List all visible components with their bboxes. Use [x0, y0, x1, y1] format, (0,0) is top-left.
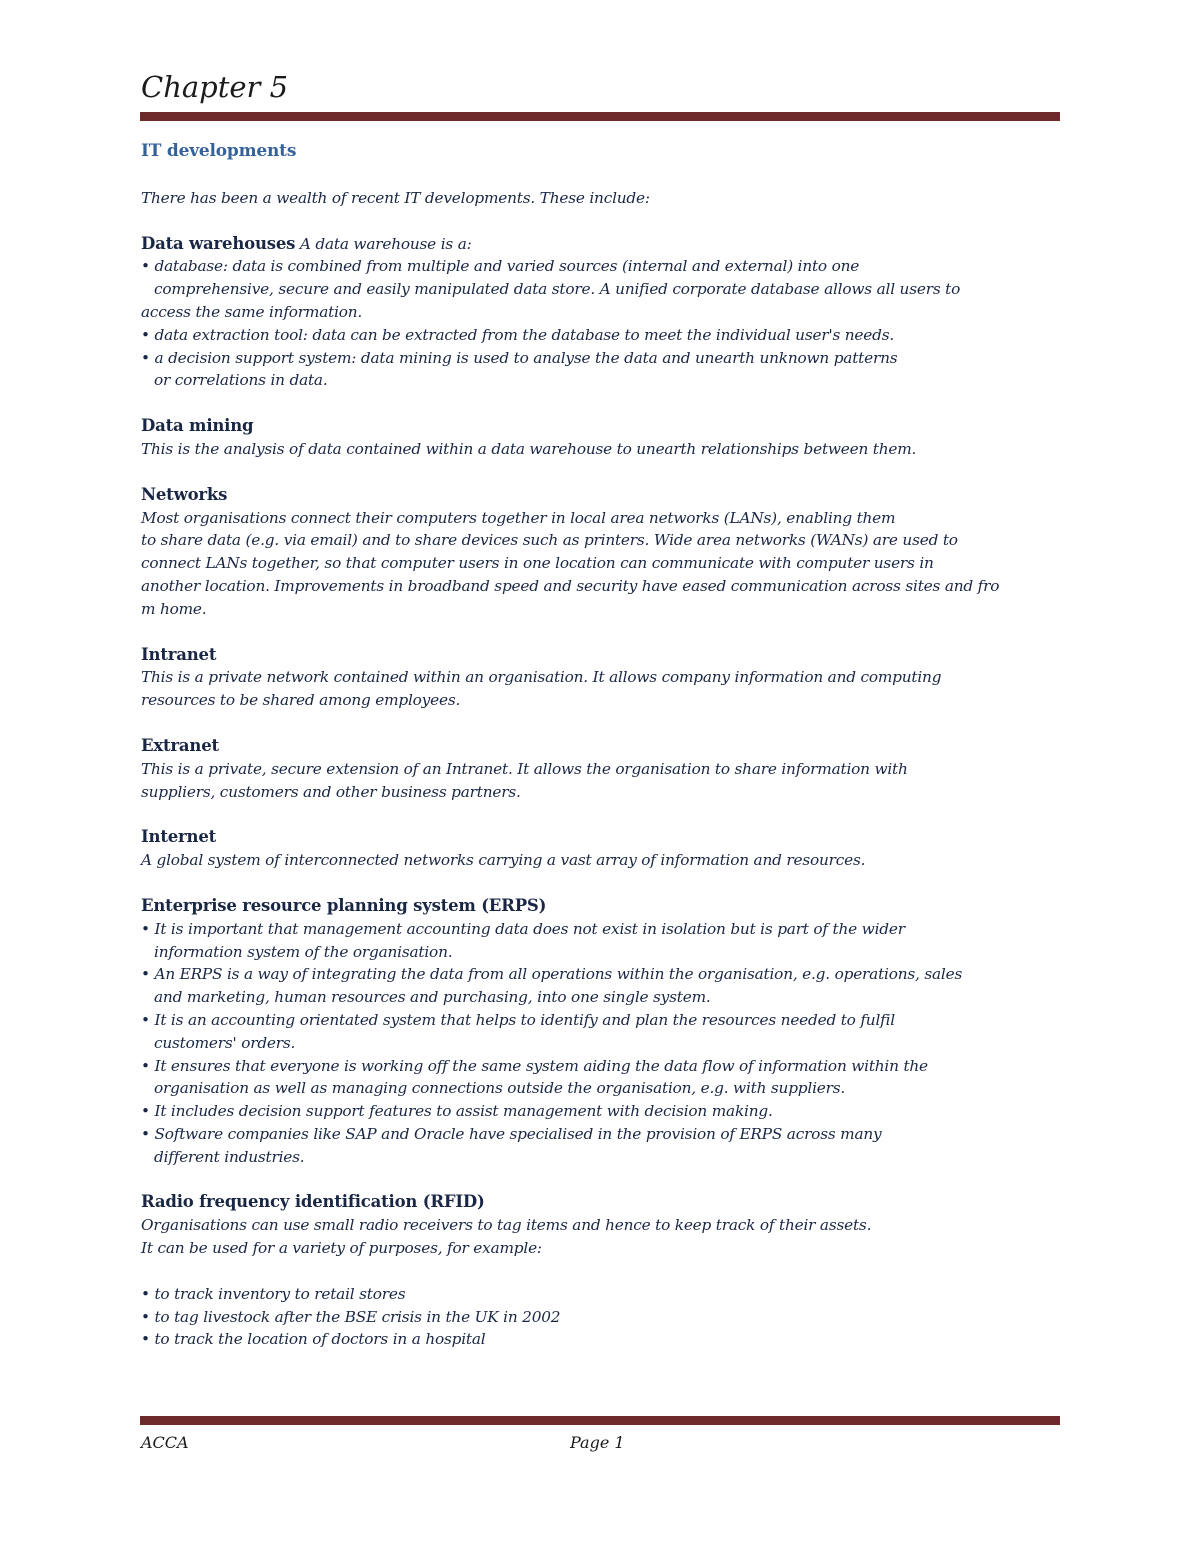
extranet-section [141, 735, 1061, 803]
erps-line: different industries. [154, 1147, 305, 1166]
erps-line: • Software companies like SAP and Oracle have specialised in the provision of ERPS across many [141, 1124, 882, 1143]
data-warehouses-line: comprehensive, secure and easily manipulated data store. A unified corporate database allows all users to [154, 280, 961, 299]
footer-rule [140, 1416, 1060, 1425]
data-mining-heading: Data mining [141, 416, 254, 436]
internet-section [141, 826, 1061, 872]
internet-line: A global system of interconnected networks carrying a vast array of information and resources. [141, 851, 866, 870]
erps-line: • It is important that management accounting data does not exist in isolation but is part of the wider [141, 919, 905, 938]
rfid-heading: Radio frequency identification (RFID) [141, 1192, 485, 1212]
networks-section [141, 484, 1061, 621]
erps-line: information system of the organisation. [154, 942, 453, 961]
rfid-line: It can be used for a variety of purposes, for example: [141, 1239, 542, 1258]
rfid-bullet: • to track the location of doctors in a hospital [141, 1330, 486, 1349]
intranet-section [141, 644, 1061, 712]
networks-line: Most organisations connect their computers together in local area networks (LANs), enabling them [141, 508, 896, 527]
footer-left-text: ACCA [141, 1433, 189, 1452]
erps-line: • It includes decision support features to assist management with decision making. [141, 1102, 773, 1121]
rfid-line: Organisations can use small radio receivers to tag items and hence to keep track of their assets. [141, 1216, 872, 1235]
rfid-section [141, 1191, 1061, 1351]
intranet-heading: Intranet [141, 644, 217, 664]
page-number: Page 1 [570, 1433, 625, 1452]
chapter-title: Chapter 5 [141, 70, 289, 104]
header-rule [140, 112, 1060, 121]
networks-heading: Networks [141, 484, 228, 504]
data-warehouses-line: access the same information. [141, 302, 363, 321]
rfid-bullet: • to track inventory to retail stores [141, 1284, 406, 1303]
intranet-line: resources to be shared among employees. [141, 691, 461, 710]
data-mining-section [141, 415, 1061, 461]
extranet-line: suppliers, customers and other business partners. [141, 782, 521, 801]
data-warehouses-line: • database: data is combined from multiple and varied sources (internal and external) into one [141, 257, 860, 276]
section-heading: IT developments [141, 141, 297, 161]
data-warehouses-lead: A data warehouse is a: [295, 234, 472, 253]
erps-line: customers' orders. [154, 1033, 296, 1052]
extranet-line: This is a private, secure extension of an Intranet. It allows the organisation to share information with [141, 759, 908, 778]
erps-line: • An ERPS is a way of integrating the data from all operations within the organisation, e.g. operations, sales [141, 965, 963, 984]
data-warehouses-line: • data extraction tool: data can be extracted from the database to meet the individual user's needs. [141, 325, 895, 344]
internet-heading: Internet [141, 827, 217, 847]
data-warehouses-heading: Data warehouses [141, 233, 296, 253]
networks-line: to share data (e.g. via email) and to share devices such as printers. Wide area networks (WANs) are used to [141, 531, 958, 550]
erps-line: • It is an accounting orientated system that helps to identify and plan the resources needed to fulfil [141, 1010, 895, 1029]
rfid-bullet: • to tag livestock after the BSE crisis in the UK in 2002 [141, 1307, 561, 1326]
erps-heading: Enterprise resource planning system (ERPS) [141, 895, 547, 915]
data-warehouses-line: or correlations in data. [154, 371, 328, 390]
networks-line: m home. [141, 599, 207, 618]
intranet-line: This is a private network contained within an organisation. It allows company information and computing [141, 668, 942, 687]
data-warehouses-section [141, 233, 1061, 393]
intro-paragraph: There has been a wealth of recent IT developments. These include: [141, 188, 650, 207]
page-content [141, 140, 1061, 1351]
erps-line: organisation as well as managing connections outside the organisation, e.g. with suppliers. [154, 1079, 846, 1098]
data-warehouses-line: • a decision support system: data mining is used to analyse the data and unearth unknown patterns [141, 348, 898, 367]
erps-line: • It ensures that everyone is working off the same system aiding the data flow of information within the [141, 1056, 928, 1075]
extranet-heading: Extranet [141, 735, 219, 755]
erps-section [141, 895, 1061, 1169]
data-mining-line: This is the analysis of data contained within a data warehouse to unearth relationships between them. [141, 439, 917, 458]
networks-line: another location. Improvements in broadband speed and security have eased communication across sites and fro [141, 576, 1000, 595]
erps-line: and marketing, human resources and purchasing, into one single system. [154, 988, 711, 1007]
networks-line: connect LANs together, so that computer users in one location can communicate with computer users in [141, 554, 934, 573]
